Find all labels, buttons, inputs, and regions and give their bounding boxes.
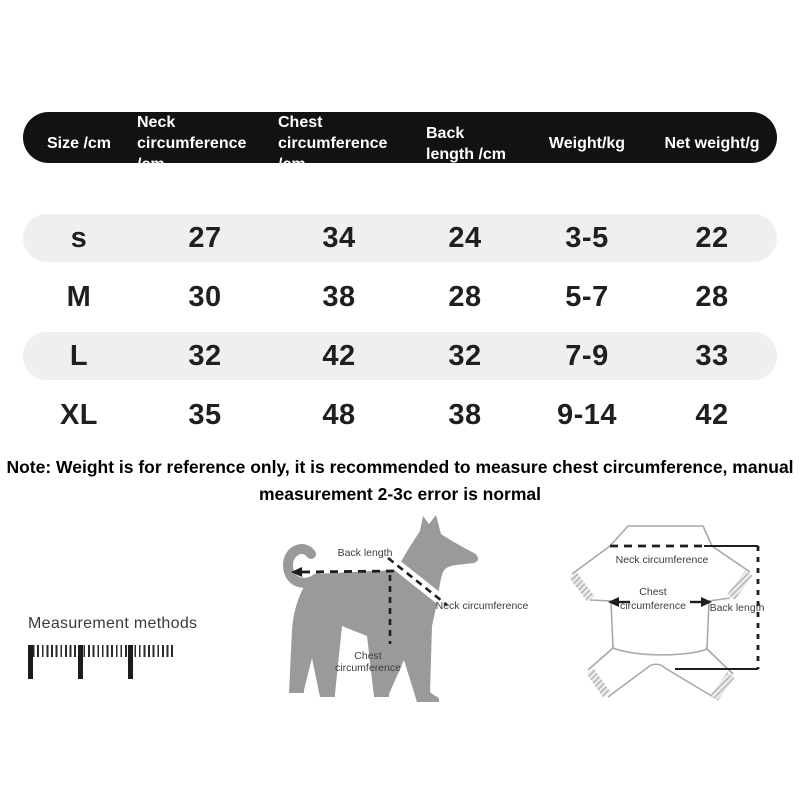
header-net-weight-label: Net weight/g <box>664 134 760 152</box>
dog-chest-label-line2: circumference <box>335 662 401 674</box>
garment-right-sleeve-cuff <box>731 573 749 597</box>
garment-collar <box>610 526 712 546</box>
garment-chest-label-line1: Chest <box>639 586 667 598</box>
cell-chest: 34 <box>322 222 356 254</box>
cell-size: L <box>69 340 89 372</box>
dog-neck-label: Neck circumference <box>435 600 529 612</box>
garment-back-length-label: Back length <box>709 602 765 614</box>
dog-measurement-diagram <box>278 508 538 718</box>
header-back <box>403 123 527 165</box>
header-chest <box>275 112 403 175</box>
measurement-methods-title: Measurement methods <box>28 615 198 632</box>
garment-left-sleeve-top <box>572 546 610 574</box>
header-chest-line2: circumference /cm <box>278 135 388 173</box>
dog-back-length-label: Back length <box>337 547 393 559</box>
cell-weight: 9-14 <box>556 399 618 431</box>
cell-weight: 7-9 <box>565 340 609 372</box>
header-weight-label: Weight/kg <box>548 134 626 152</box>
dog-chest-label-line1: Chest <box>354 650 382 662</box>
cell-chest: 42 <box>322 340 356 372</box>
header-neck <box>135 112 275 175</box>
table-row-xl <box>23 391 777 439</box>
cell-back: 24 <box>448 222 482 254</box>
garment-left-sleeve-cuff <box>573 575 591 599</box>
ruler-minor-ticks <box>28 645 176 657</box>
ruler-icon <box>28 645 176 679</box>
cell-back: 38 <box>448 399 482 431</box>
garment-chest-label-line2: circumference <box>620 600 686 612</box>
note-line-1: Note: Weight is for reference only, it is recommended to measure chest circumference, manual <box>6 457 794 477</box>
cell-chest: 48 <box>322 399 356 431</box>
table-row-s <box>23 214 777 262</box>
header-net-weight <box>647 135 777 153</box>
garment-left-leg-cuff <box>590 671 607 695</box>
ruler-major-tick <box>78 645 83 679</box>
header-size-label: Size /cm <box>46 134 112 152</box>
cell-neck: 35 <box>188 399 222 431</box>
cell-size: s <box>70 222 88 254</box>
cell-net-weight: 33 <box>695 340 729 372</box>
garment-measurement-diagram <box>540 498 800 728</box>
garment-right-sleeve-top <box>712 546 750 572</box>
cell-size: XL <box>59 399 99 431</box>
cell-weight: 3-5 <box>565 222 609 254</box>
cell-back: 32 <box>448 340 482 372</box>
header-back-line2: length /cm <box>426 145 507 163</box>
cell-chest: 38 <box>322 281 356 313</box>
cell-back: 28 <box>448 281 482 313</box>
table-row-l <box>23 332 777 380</box>
cell-net-weight: 28 <box>695 281 729 313</box>
header-back-line1: Back <box>426 124 465 142</box>
table-row-m <box>23 273 777 321</box>
cell-size: M <box>66 281 92 313</box>
note-line-2: measurement 2-3c error is normal <box>258 484 542 504</box>
ruler-major-tick <box>128 645 133 679</box>
garment-right-leg-cuff <box>714 675 731 698</box>
cell-net-weight: 42 <box>695 399 729 431</box>
header-neck-line1: Neck <box>137 114 176 131</box>
size-table-header <box>23 112 777 173</box>
ruler-major-tick <box>28 645 33 679</box>
cell-net-weight: 22 <box>695 222 729 254</box>
header-weight <box>527 135 647 153</box>
cell-neck: 30 <box>188 281 222 313</box>
garment-chest-left-arrow <box>608 597 619 607</box>
header-chest-line1: Chest <box>278 114 323 131</box>
cell-neck: 32 <box>188 340 222 372</box>
cell-weight: 5-7 <box>565 281 609 313</box>
cell-neck: 27 <box>188 222 222 254</box>
header-size <box>23 135 135 153</box>
garment-neck-label: Neck circumference <box>615 554 709 566</box>
header-neck-line2: circumference /cm <box>137 135 247 173</box>
